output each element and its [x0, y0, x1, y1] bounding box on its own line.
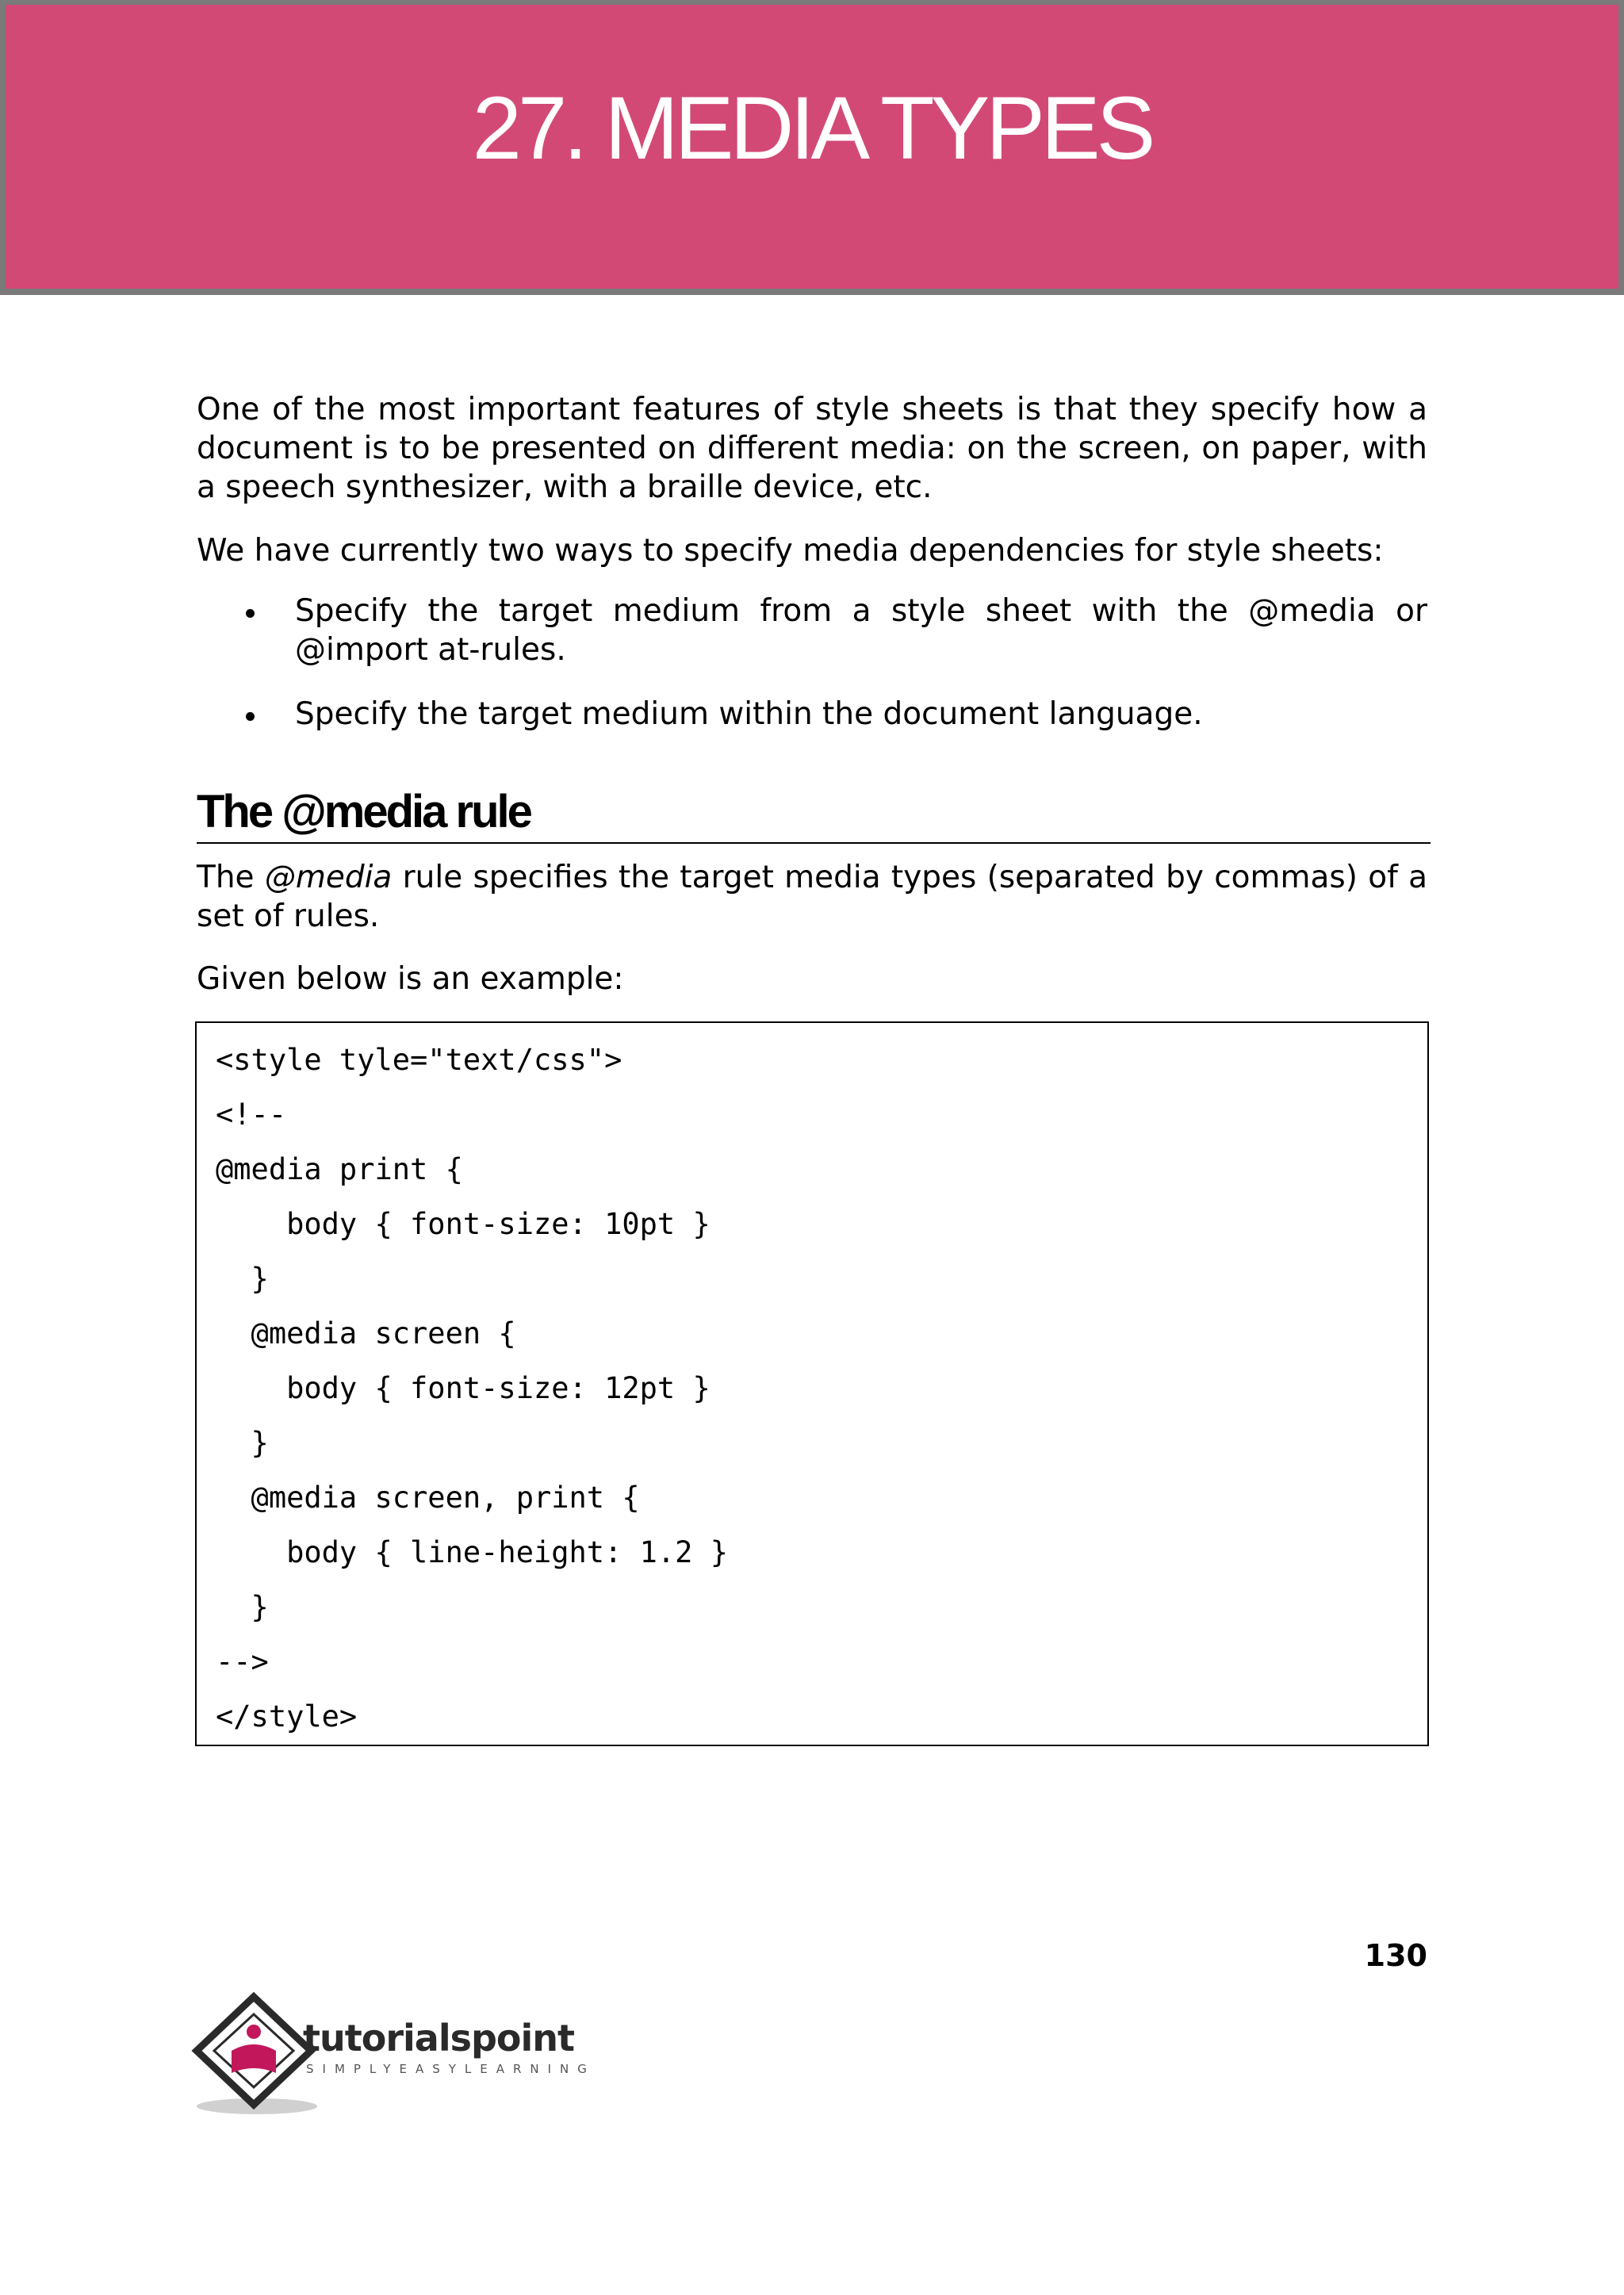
para-prefix: The — [197, 860, 265, 895]
section-paragraph-2 — [197, 960, 1427, 998]
logo-head — [247, 2025, 261, 2039]
list-item-text: Specify the target medium from a style sheet with the @media or @import at-rules. — [295, 593, 1427, 668]
code-line: } — [216, 1426, 269, 1460]
chapter-banner — [0, 0, 1624, 295]
bullet-icon — [246, 712, 255, 721]
code-line: } — [216, 1590, 269, 1624]
section-paragraph-1 — [197, 858, 1427, 936]
list-item — [197, 592, 1427, 669]
list-item — [197, 695, 1427, 734]
intro-paragraph-1 — [197, 390, 1427, 507]
bullet-icon — [246, 609, 255, 618]
code-line: --> — [216, 1645, 269, 1679]
intro-paragraph-2-text: We have currently two ways to specify media dependencies for style sheets: — [197, 533, 1384, 569]
logo-wordmark — [303, 2017, 574, 2059]
code-line: } — [216, 1262, 269, 1296]
section-heading: The @media rule — [197, 784, 1431, 844]
para-suffix: rule specifies the target media types (separated by commas) of a set of rules. — [197, 860, 1427, 934]
list-item-text: Specify the target medium within the document language. — [295, 696, 1203, 732]
code-line: body { font-size: 10pt } — [216, 1207, 710, 1241]
code-line: </style> — [216, 1699, 358, 1734]
logo-wordmark-text: tutorialspoint — [303, 2017, 575, 2059]
page-number: 130 — [1364, 1938, 1427, 1973]
section-paragraph-2-text: Given below is an example: — [197, 961, 624, 997]
code-line: @media print { — [216, 1152, 463, 1186]
code-line: body { line-height: 1.2 } — [216, 1535, 729, 1569]
tutorialspoint-logo — [190, 1990, 603, 2121]
intro-paragraph-2 — [197, 531, 1427, 570]
intro-paragraph-1-text: One of the most important features of style sheets is that they specify how a document is to be presented on different media: on the screen, on paper, with a speech synthesizer, with a braille device, etc. — [197, 392, 1427, 505]
logo-tagline: SIMPLYEASYLEARNING — [306, 2062, 596, 2076]
media-emphasis: @media — [264, 860, 393, 895]
code-line: @media screen, print { — [216, 1481, 640, 1515]
section-paragraph-1-text — [197, 858, 1427, 936]
code-line: <!-- — [216, 1098, 287, 1132]
code-line: <style tyle="text/css"> — [216, 1043, 622, 1077]
chapter-title: 27. MEDIA TYPES — [472, 79, 1152, 178]
code-line: @media screen { — [216, 1316, 516, 1351]
code-example — [195, 1021, 1429, 1746]
code-line: body { font-size: 12pt } — [216, 1371, 710, 1405]
logo-graphic-icon — [190, 1990, 603, 2117]
